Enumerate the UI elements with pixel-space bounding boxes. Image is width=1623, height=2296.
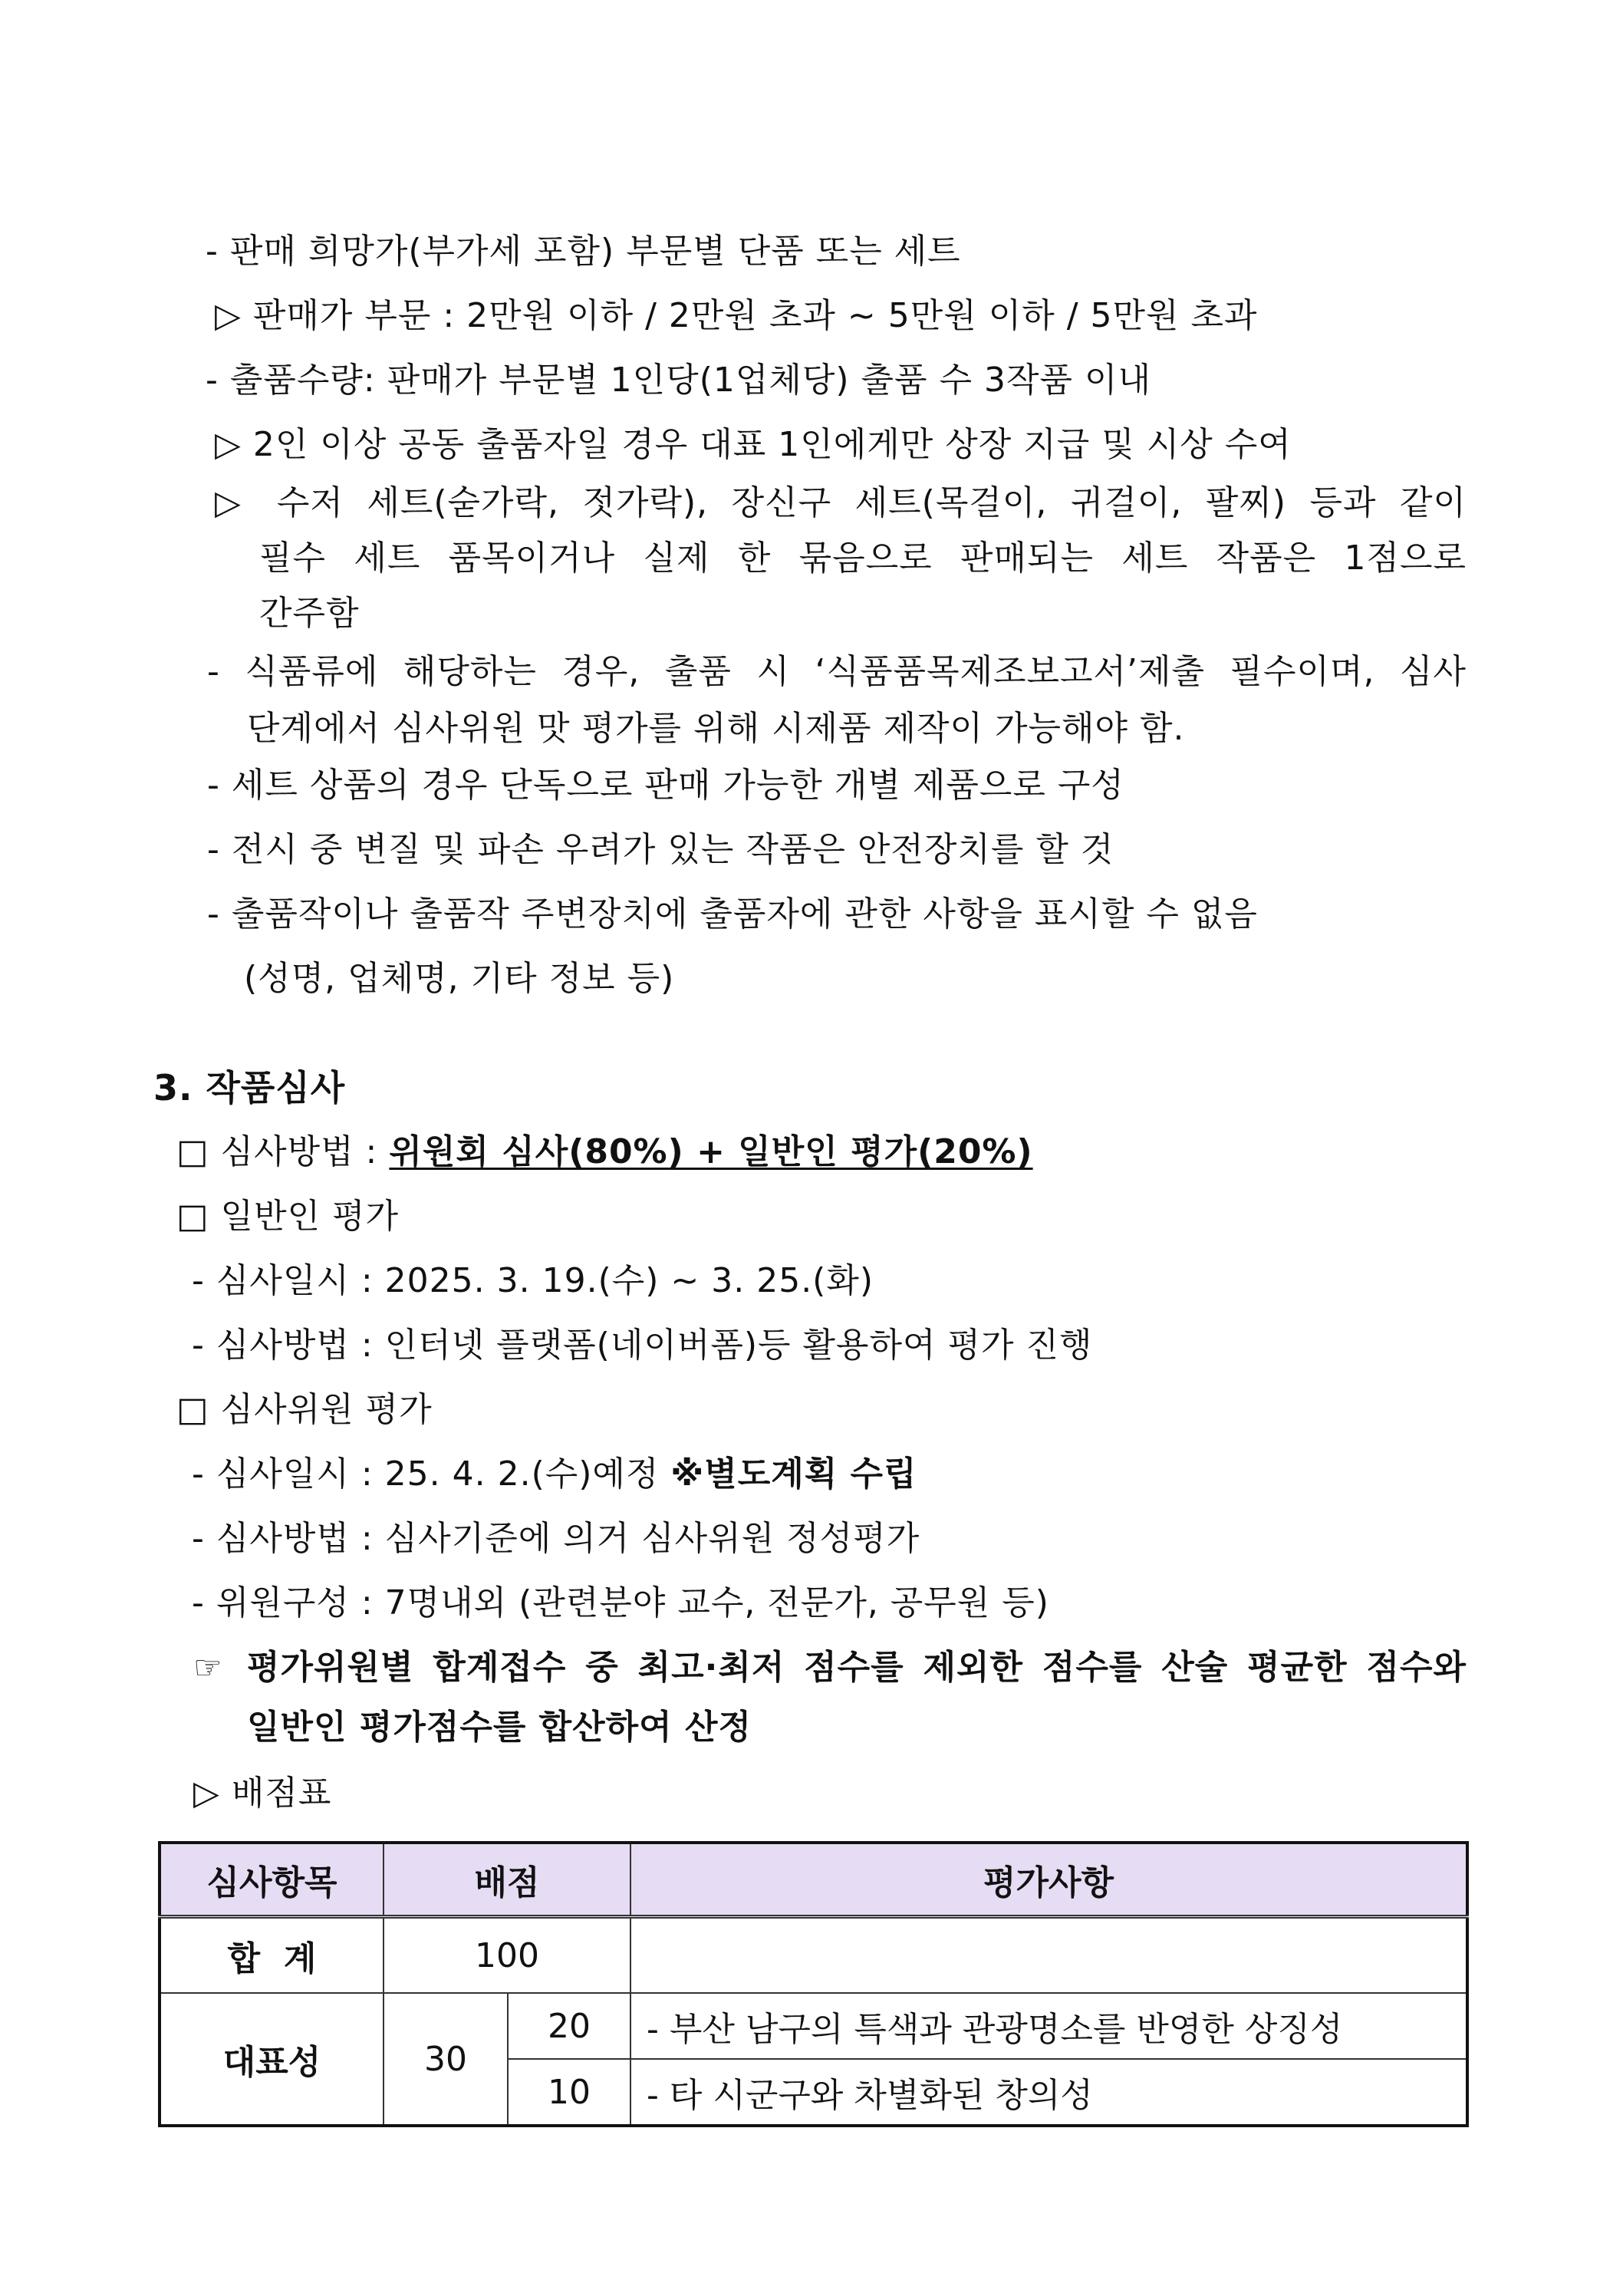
judge-members: - 위원구성 : 7명내외 (관련분야 교수, 전문가, 공무원 등): [192, 1583, 1049, 1622]
total-criteria: [630, 1917, 1467, 1994]
rep-label: 대표성: [160, 1993, 384, 2126]
public-eval-date: - 심사일시 : 2025. 3. 19.(수) ~ 3. 25.(화): [192, 1261, 874, 1300]
text-no-marking: - 출품작이나 출품작 주변장치에 출품자에 관한 사항을 표시할 수 없음: [207, 894, 1258, 934]
total-label: 합 계: [160, 1917, 384, 1994]
sub-score: 10: [508, 2059, 630, 2126]
text-price-categories: ▷ 판매가 부문 : 2만원 이하 / 2만원 초과 ~ 5만원 이하 / 5만원 초과: [215, 296, 1258, 335]
text-quantity: - 출품수량: 판매가 부문별 1인당(1업체당) 출품 수 3작품 이내: [206, 361, 1151, 400]
judge-date-note: ※별도계획 수립: [670, 1454, 917, 1494]
text-food-2: 단계에서 심사위원 맛 평가를 위해 시제품 제작이 가능해야 함.: [247, 709, 1185, 748]
table-row: [160, 1917, 1467, 1994]
judging-method-label: □ 심사방법 :: [176, 1132, 390, 1171]
text-set-product: - 세트 상품의 경우 단독으로 판매 가능한 개별 제품으로 구성: [207, 766, 1124, 805]
text-set-items-3: 간주함: [259, 594, 360, 633]
judge-eval-title: □ 심사위원 평가: [176, 1390, 433, 1429]
score-note-1: 평가위원별 합계접수 중 최고·최저 점수를 제외한 점수를 산술 평균한 점수와: [247, 1648, 1467, 1687]
header-score: 배점: [384, 1843, 630, 1917]
sub-score: 20: [508, 1993, 630, 2059]
public-eval-title: □ 일반인 평가: [176, 1197, 400, 1236]
total-value: 100: [384, 1917, 630, 1994]
text-joint-entry: ▷ 2인 이상 공동 출품자일 경우 대표 1인에게만 상장 지급 및 시상 수여: [215, 425, 1292, 464]
header-item: 심사항목: [160, 1843, 384, 1917]
table-header-row: [160, 1843, 1467, 1917]
rep-value: 30: [384, 1993, 508, 2126]
judge-eval-method: - 심사방법 : 심사기준에 의거 심사위원 정성평가: [192, 1519, 920, 1558]
text-set-items-1: ▷ 수저 세트(숟가락, 젓가락), 장신구 세트(목걸이, 귀걸이, 팔찌) 등과 같이: [215, 483, 1467, 522]
score-table: [158, 1841, 1469, 2127]
text-no-marking-detail: (성명, 업체명, 기타 정보 등): [244, 959, 675, 998]
table-caption: ▷ 배점표: [193, 1774, 332, 1813]
text-set-items-2: 필수 세트 품목이거나 실제 한 묶음으로 판매되는 세트 작품은 1점으로: [259, 539, 1467, 578]
text-sale-price: - 판매 희망가(부가세 포함) 부문별 단품 또는 세트: [206, 232, 961, 271]
text-safety: - 전시 중 변질 및 파손 우려가 있는 작품은 안전장치를 할 것: [207, 830, 1114, 869]
section-title: 3. 작품심사: [153, 1067, 346, 1108]
sub-criteria: - 타 시군구와 차별화된 창의성: [630, 2059, 1467, 2126]
text-judging-method: [176, 1129, 1033, 1175]
judge-date-text: - 심사일시 : 25. 4. 2.(수)예정: [192, 1454, 671, 1494]
header-criteria: 평가사항: [630, 1843, 1467, 1917]
text-food-1: - 식품류에 해당하는 경우, 출품 시 ‘식품품목제조보고서’제출 필수이며, 심사: [207, 652, 1467, 691]
judging-method-value: 위원회 심사(80%) + 일반인 평가(20%): [389, 1132, 1033, 1171]
table-row: [160, 1993, 1467, 2059]
sub-criteria: - 부산 남구의 특색과 관광명소를 반영한 상징성: [630, 1993, 1467, 2059]
public-eval-method: - 심사방법 : 인터넷 플랫폼(네이버폼)등 활용하여 평가 진행: [192, 1326, 1093, 1365]
pointing-hand-icon: ☞: [193, 1649, 223, 1686]
judge-eval-date: [192, 1451, 917, 1497]
score-note-2: 일반인 평가점수를 합산하여 산정: [247, 1708, 752, 1747]
